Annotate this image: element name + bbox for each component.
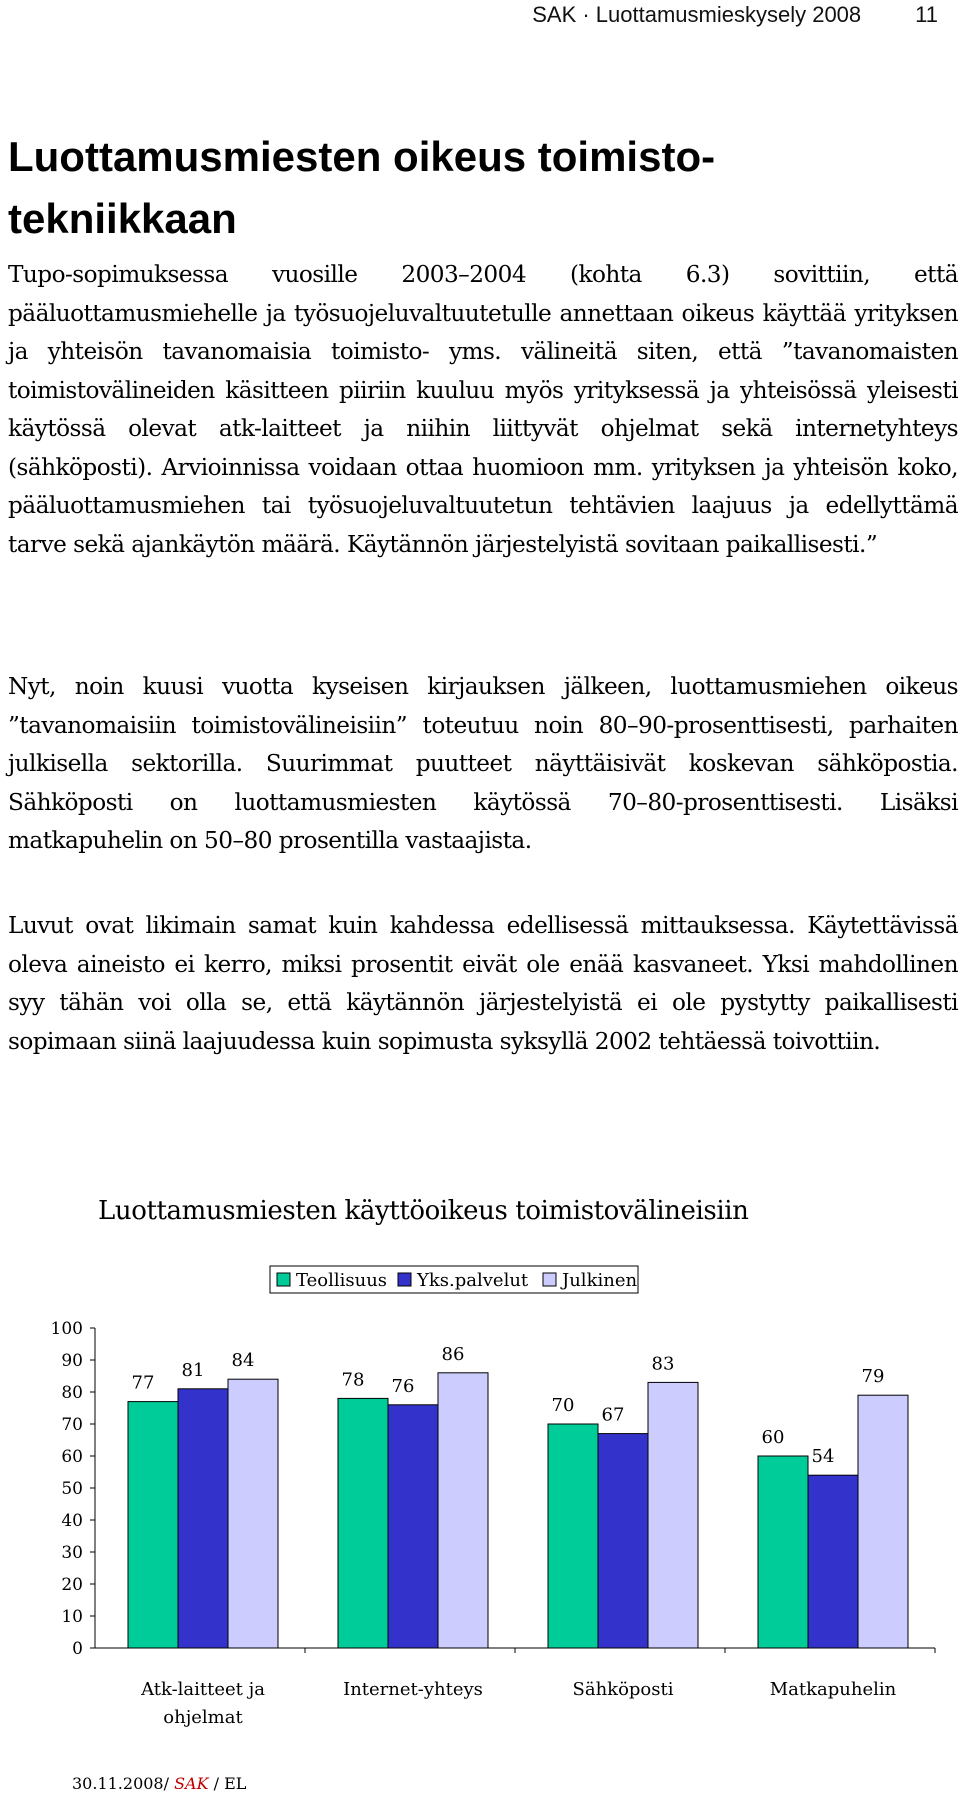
bar [858,1395,908,1648]
data-label: 79 [861,1366,885,1388]
legend-label-1: Teollisuus [296,1270,388,1291]
body-paragraph-2: Nyt, noin kuusi vuotta kyseisen kirjauksen jälkeen, luottamusmiehen oikeus ”tavanomaisiin toimistovälineisiin” toteutuu noin 80–90-prosenttisesti, parhaiten julkisella sektorilla. Suurimmat puutteet näyttäisivät koskevan sähköpostia. Sähköposti on luottamusmiesten käytössä 70–80-prosenttisesti. Lisäksi matkapuhelin on 50–80 prosentilla vastaajista. [8,673,958,854]
bar [128,1402,178,1648]
bar [438,1373,488,1648]
header-text: SAK · Luottamusmieskysely 2008 [532,2,862,27]
legend-label-3: Julkinen [562,1270,638,1291]
legend-swatch-1 [277,1273,290,1286]
data-label: 86 [441,1343,465,1365]
data-label: 76 [391,1375,415,1397]
bar [598,1434,648,1648]
data-label: 60 [761,1427,785,1448]
body-paragraph-3: Luvut ovat likimain samat kuin kahdessa edellisessä mittauksessa. Käytettävissä oleva aineisto ei kerro, miksi prosentit eivät ole enää kasvaneet. Yksi mahdollinen syy tähän voi olla se, että käytännön järjestelyistä ei ole pystytty paikallisesti sopimaan siinä laajuudessa kuin sopimusta syksyllä 2002 tehtäessä toivottiin. [8,912,958,1055]
y-tick-label: 90 [61,1351,83,1371]
data-label: 77 [131,1372,155,1394]
footer-date: 30.11.2008/ [72,1774,175,1793]
y-tick-label: 70 [61,1415,83,1435]
bar [178,1389,228,1648]
category-label: ohjelmat [163,1707,243,1728]
bar [758,1456,808,1648]
y-tick-label: 20 [61,1575,83,1595]
page-title-text: Luottamusmiesten oikeus toimisto- tekniikkaan [8,133,716,242]
category-label: Internet-yhteys [343,1679,483,1700]
y-tick-label: 10 [61,1607,83,1627]
data-label: 54 [811,1446,835,1468]
page-title [8,126,908,250]
y-tick-label: 30 [61,1543,83,1563]
page-number: 11 [915,2,938,27]
y-tick-label: 100 [50,1319,83,1339]
bar [548,1424,598,1648]
y-tick-label: 40 [61,1511,83,1531]
chart-title: Luottamusmiesten käyttöoikeus toimistovälineisiin [98,1196,749,1226]
data-label: 67 [601,1404,625,1426]
y-tick-label: 60 [61,1447,83,1467]
y-tick-label: 0 [72,1639,83,1659]
data-label: 84 [231,1350,255,1372]
bar [388,1405,438,1648]
data-label: 70 [551,1395,575,1416]
data-label: 83 [651,1353,675,1375]
data-label: 81 [181,1359,205,1381]
footer-suffix: / EL [208,1774,247,1793]
page-header [532,2,938,28]
bar-chart [0,1250,960,1750]
bar [648,1382,698,1648]
legend-label-2: Yks.palvelut [417,1270,529,1291]
category-label: Matkapuhelin [769,1679,897,1700]
y-tick-label: 50 [61,1479,83,1499]
page-footer [72,1774,246,1793]
bar [228,1379,278,1648]
body-paragraph-1: Tupo-sopimuksessa vuosille 2003–2004 (kohta 6.3) sovittiin, että pääluottamusmiehelle ja työsuojeluvaltuutetulle annettaan oikeus käyttää yrityksen ja yhteisön tavanomaisia toimisto- yms. välineitä siten, että ”tavanomaisten toimistovälineiden käsitteen piiriin kuuluu myös yrityksessä ja yhteisössä yleisesti käytössä olevat atk-laitteet ja niihin liittyvät ohjelmat sekä internetyhteys (sähköposti). Arvioinnissa voidaan ottaa huomioon mm. yrityksen ja yhteisön koko, pääluottamusmiehen tai työsuojeluvaltuutetun tehtävien laajuus ja edellyttämä tarve sekä ajankäytön määrä. Käytännön järjestelyistä sovitaan paikallisesti.” [8,261,958,558]
bar [338,1398,388,1648]
legend-swatch-2 [398,1273,411,1286]
data-label: 78 [341,1369,365,1391]
category-label: Sähköposti [572,1679,674,1700]
bar [808,1475,858,1648]
y-tick-label: 80 [61,1383,83,1403]
footer-org: SAK [174,1774,209,1793]
legend-swatch-3 [543,1273,556,1286]
category-label: Atk-laitteet ja [141,1679,265,1700]
